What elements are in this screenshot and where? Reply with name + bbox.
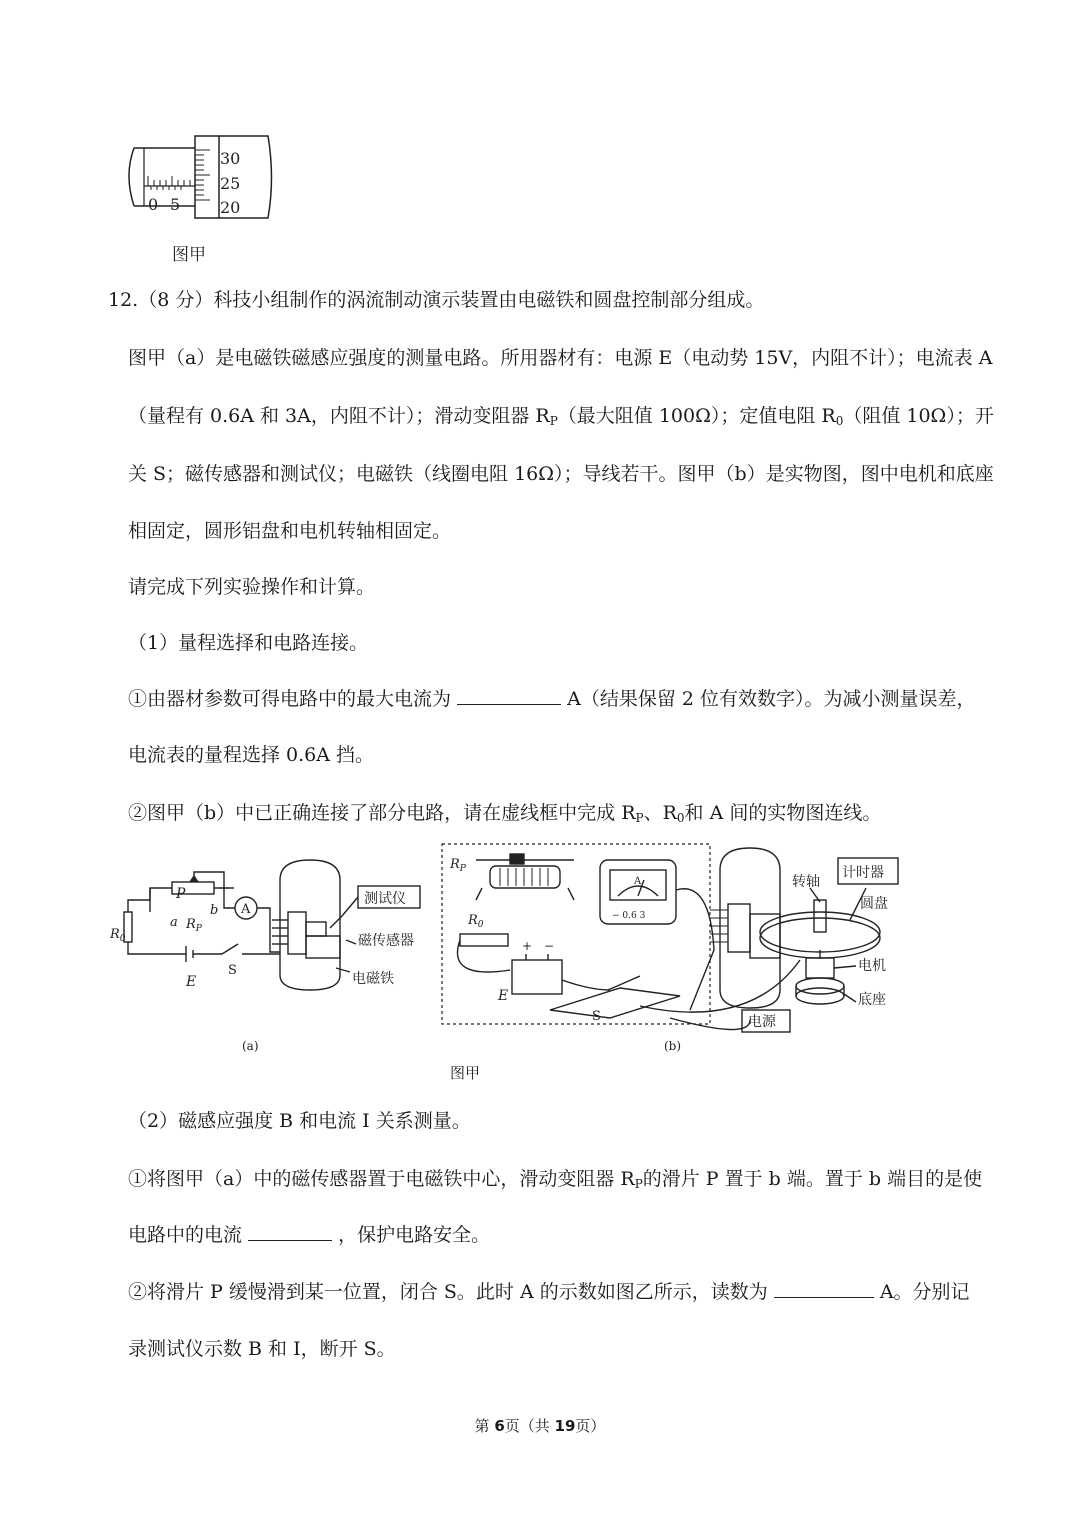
para1-line4: 相固定，圆形铝盘和电机转轴相固定。 <box>128 520 452 542</box>
sleeve-label-5: 5 <box>170 195 181 214</box>
page-footer: 第 6页（共 19页） <box>474 1417 606 1435</box>
figure-caption: 图甲 <box>450 1064 481 1082</box>
question-header: 12.（8 分）科技小组制作的涡流制动演示装置由电磁铁和圆盘控制部分组成。 <box>108 289 765 311</box>
label-b-motor: 电机 <box>858 958 886 974</box>
answer-blank-reading[interactable] <box>774 1279 874 1298</box>
thimble-label-25: 25 <box>220 174 241 193</box>
caption-a: (a) <box>242 1039 259 1053</box>
label-b-meter: A <box>634 876 642 887</box>
label-b-Rp: $R_P$ <box>450 857 466 874</box>
part2-q1-line2: 电路中的电流 ，保护电路安全。 <box>128 1224 491 1246</box>
label-a-tester: 测试仪 <box>364 891 406 907</box>
micrometer-caption: 图甲 <box>172 245 206 265</box>
label-b-disk: 圆盘 <box>860 896 888 912</box>
label-b-E: E <box>498 988 509 1004</box>
thimble-label-20: 20 <box>220 198 241 217</box>
label-a-E: E <box>186 974 197 990</box>
label-a-Rp: $R_P$ <box>186 917 202 934</box>
label-a-sensor: 磁传感器 <box>358 933 414 949</box>
label-a-b: b <box>210 903 219 918</box>
label-b-power: 电源 <box>748 1014 776 1030</box>
label-a-R0: $R_0$ <box>110 927 126 944</box>
circuit-figure <box>110 840 930 1090</box>
label-a-S: S <box>228 963 237 978</box>
label-a-A: A <box>241 902 251 917</box>
label-b-timer: 计时器 <box>842 865 884 881</box>
para1-line2: （量程有 0.6A 和 3A，内阻不计）；滑动变阻器 $R_P$（最大阻值 100Ω）；定值电阻 $R_0$（阻值 10Ω）；开 <box>128 405 994 428</box>
part1-q2: ②图甲（b）中已正确连接了部分电路，请在虚线框中完成 $R_P$、$R_0$和 A 间的实物图连线。 <box>128 802 882 825</box>
micrometer-figure <box>120 130 280 270</box>
label-b-axis: 转轴 <box>792 874 820 890</box>
answer-blank-max-current[interactable] <box>457 686 561 705</box>
thimble-label-30: 30 <box>220 149 241 168</box>
label-a-P: P <box>176 886 186 902</box>
label-b-meter-scale: − 0.6 3 <box>612 911 646 921</box>
para2: 请完成下列实验操作和计算。 <box>128 576 376 598</box>
label-b-S: S <box>592 1009 601 1024</box>
answer-blank-current[interactable] <box>248 1222 332 1241</box>
para1-line1: 图甲（a）是电磁铁磁感应强度的测量电路。所用器材有：电源 E（电动势 15V，内阻不计）；电流表 A <box>128 347 993 369</box>
label-a-a: a <box>170 915 178 930</box>
caption-b: (b) <box>664 1039 682 1053</box>
label-b-R0: $R_0$ <box>468 913 484 930</box>
para1-line3: 关 S；磁传感器和测试仪；电磁铁（线圈电阻 16Ω）；导线若干。图甲（b）是实物图，图中电机和底座 <box>128 463 994 485</box>
label-b-plus: + <box>522 939 533 953</box>
total-pages: 19 <box>554 1417 576 1435</box>
page-number: 6 <box>494 1417 505 1435</box>
part2-title: （2）磁感应强度 B 和电流 I 关系测量。 <box>128 1110 471 1132</box>
label-b-base: 底座 <box>858 992 886 1008</box>
sleeve-label-0: 0 <box>148 195 159 214</box>
label-a-magnet: 电磁铁 <box>352 971 394 987</box>
label-b-minus: − <box>544 939 555 953</box>
part1-q1-line1: ①由器材参数可得电路中的最大电流为 A（结果保留 2 位有效数字）。为减小测量误差， <box>128 688 976 710</box>
part2-q2-line1: ②将滑片 P 缓慢滑到某一位置，闭合 S。此时 A 的示数如图乙所示，读数为 A。分别记 <box>128 1281 970 1303</box>
part1-title: （1）量程选择和电路连接。 <box>128 632 369 654</box>
part2-q2-line2: 录测试仪示数 B 和 I，断开 S。 <box>128 1338 396 1360</box>
part2-q1-line1: ①将图甲（a）中的磁传感器置于电磁铁中心，滑动变阻器 $R_P$的滑片 P 置于 b 端。置于 b 端目的是使 <box>128 1168 983 1191</box>
part1-q1-line2: 电流表的量程选择 0.6A 挡。 <box>128 744 375 766</box>
